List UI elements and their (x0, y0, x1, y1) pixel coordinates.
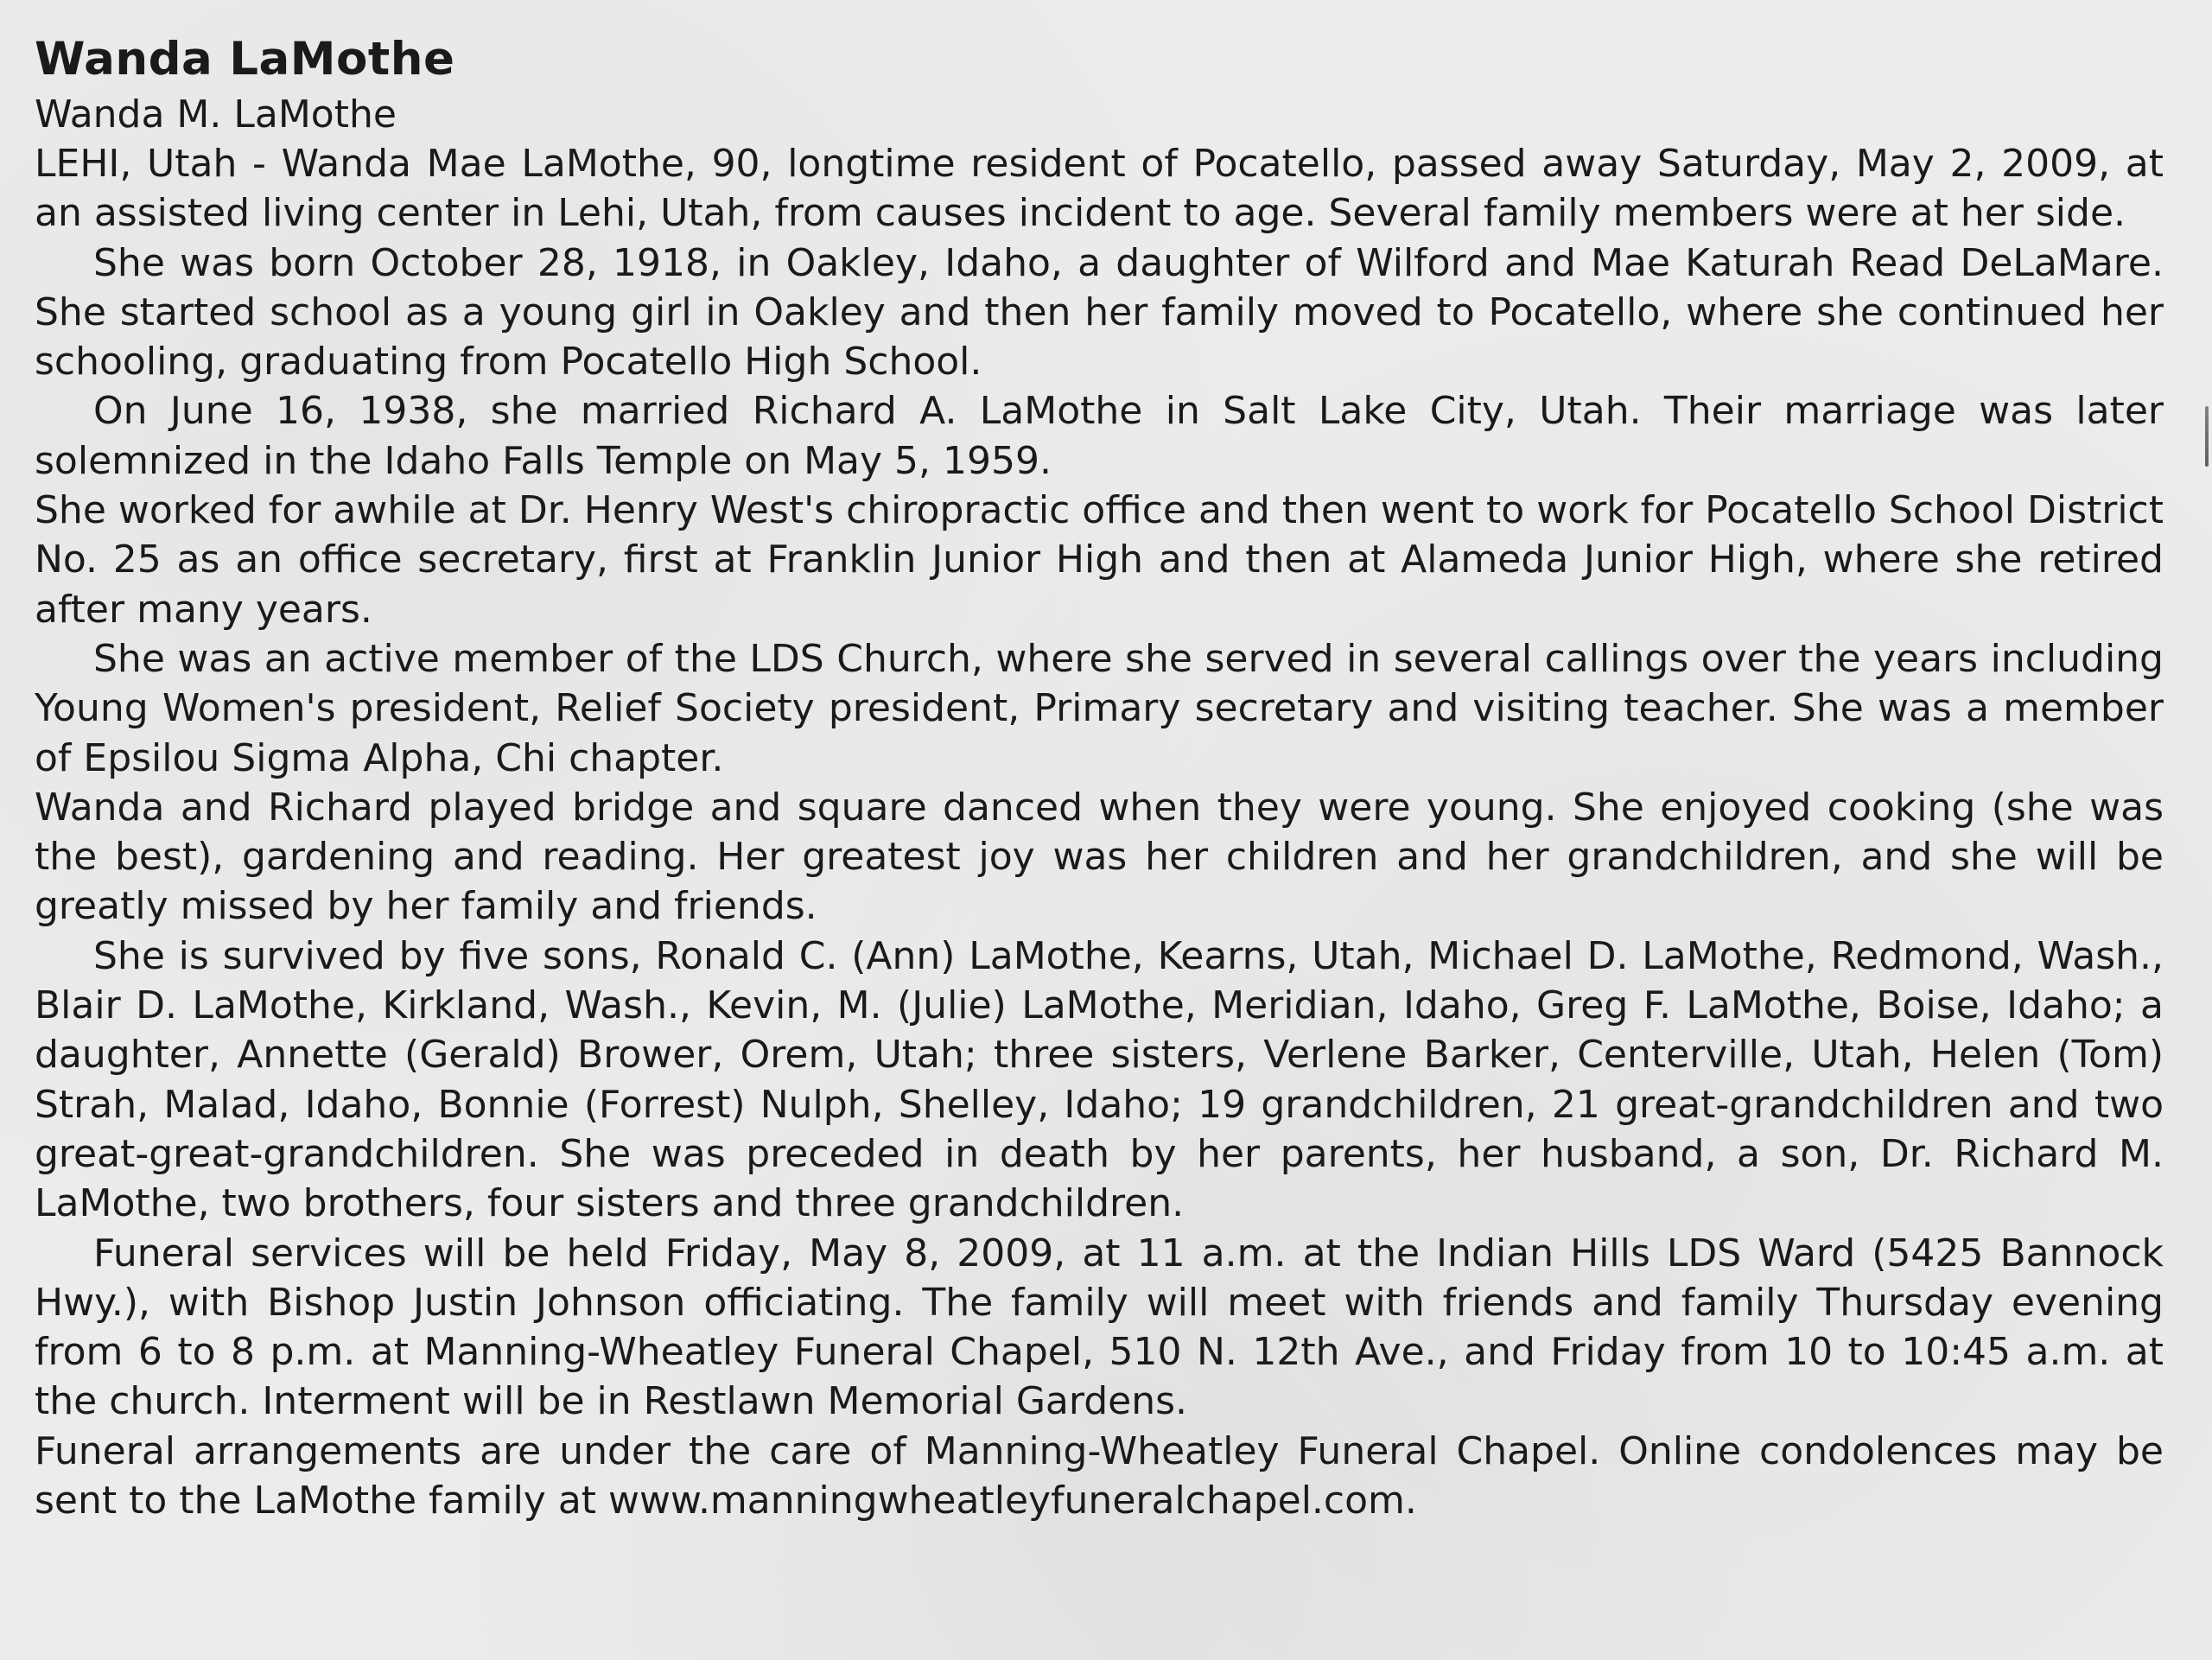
paragraph-services: Funeral services will be held Friday, May 8, 2009, at 11 a.m. at the Indian Hills LDS Ward (5425 Bannock Hwy.), with Bishop Justin Johnson officiating. The family will meet with friends and family Thursday evening from 6 to 8 p.m. at Manning-Wheatley Funeral Chapel, 510 N. 12th Ave., and Friday from 10 to 10:45 a.m. at the church. Interment will be in Restlawn Memorial Gardens. (35, 1231, 2164, 1424)
paragraph-death-notice: LEHI, Utah - Wanda Mae LaMothe, 90, longtime resident of Pocatello, passed away Saturday, May 2, 2009, at an assisted living center in Lehi, Utah, from causes incident to age. Several family members were at her side. (35, 142, 2164, 236)
paragraph-hobbies: Wanda and Richard played bridge and square danced when they were young. She enjoyed cooking (she was the best), gardening and reading. Her greatest joy was her children and her grandchildren, and she will be greatly missed by her family and friends. (35, 785, 2164, 929)
obituary-body (35, 139, 2164, 1525)
obituary-headline: Wanda LaMothe (35, 33, 455, 86)
paper-edge-mark (2205, 406, 2209, 467)
paragraph-birth: She was born October 28, 1918, in Oakley, Idaho, a daughter of Wilford and Mae Katurah Read DeLaMare. She started school as a young girl in Oakley and then her family moved to Pocatello, where she continued her schooling, graduating from Pocatello High School. (35, 240, 2164, 385)
obituary-name-line: Wanda M. LaMothe (35, 92, 397, 137)
paragraph-church: She was an active member of the LDS Church, where she served in several callings over the years including Young Women's president, Relief Society president, Primary secretary and visiting teacher. She was a member of Epsilou Sigma Alpha, Chi chapter. (35, 636, 2164, 780)
paragraph-survivors: She is survived by five sons, Ronald C. (Ann) LaMothe, Kearns, Utah, Michael D. LaMothe, Redmond, Wash., Blair D. LaMothe, Kirkland, Wash., Kevin, M. (Julie) LaMothe, Meridian, Idaho, Greg F. LaMothe, Boise, Idaho; a daughter, Annette (Gerald) Brower, Orem, Utah; three sisters, Verlene Barker, Centerville, Utah, Helen (Tom) Strah, Malad, Idaho, Bonnie (Forrest) Nulph, Shelley, Idaho; 19 grandchildren, 21 great-grandchildren and two great-great-grandchildren. She was preceded in death by her parents, her husband, a son, Dr. Richard M. LaMothe, two brothers, four sisters and three grandchildren. (35, 933, 2164, 1226)
paragraph-arrangements: Funeral arrangements are under the care of Manning-Wheatley Funeral Chapel. Online condolences may be sent to the LaMothe family at www.manningwheatleyfuneralchapel.com. (35, 1428, 2164, 1523)
paragraph-marriage: On June 16, 1938, she married Richard A. LaMothe in Salt Lake City, Utah. Their marriage was later solemnized in the Idaho Falls Temple on May 5, 1959. (35, 389, 2164, 483)
paragraph-career: She worked for awhile at Dr. Henry West's chiropractic office and then went to work for Pocatello School District No. 25 as an office secretary, first at Franklin Junior High and then at Alameda Junior High, where she retired after many years. (35, 488, 2164, 632)
